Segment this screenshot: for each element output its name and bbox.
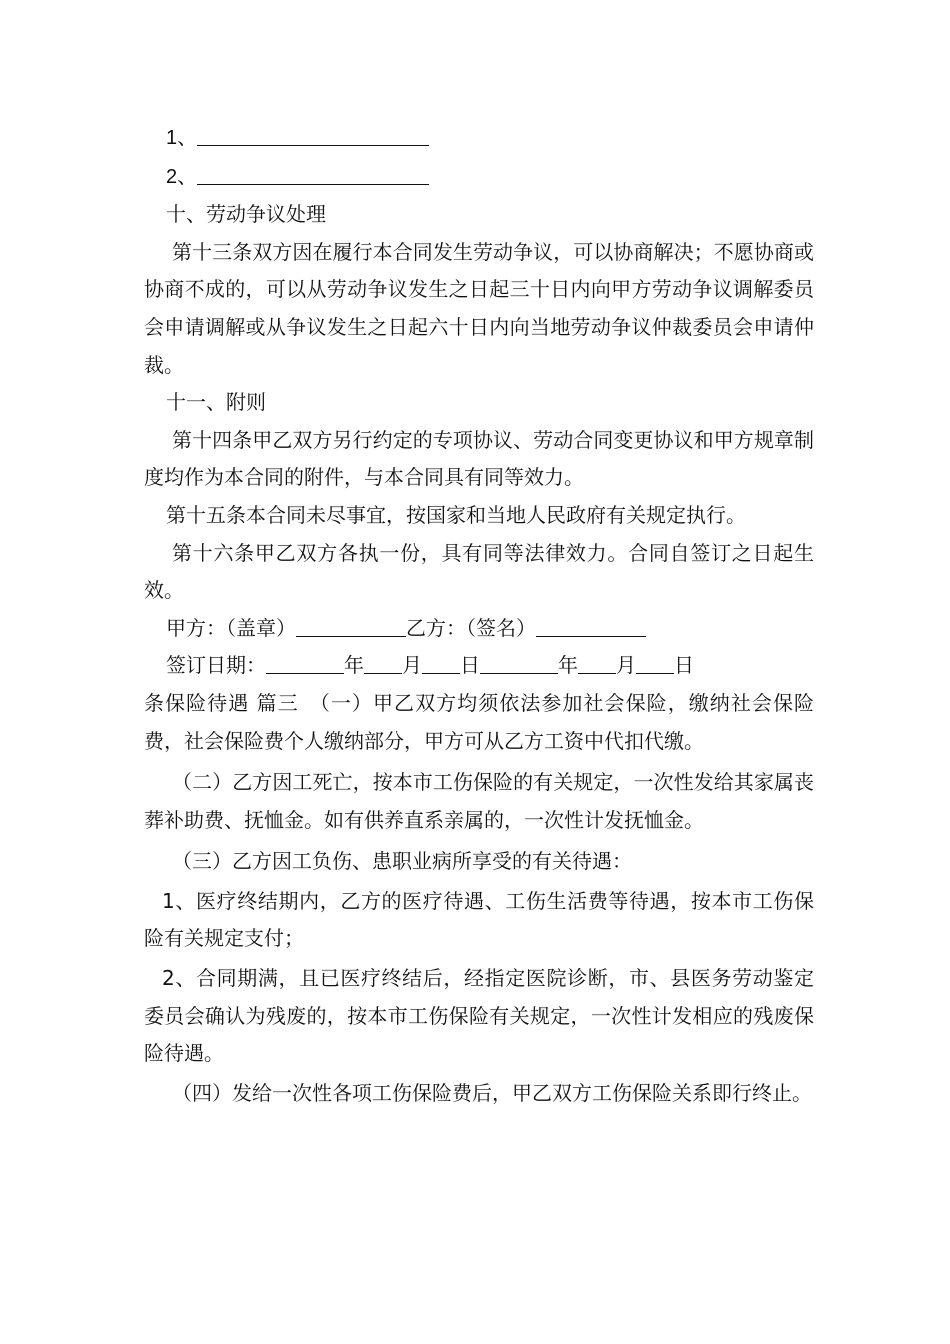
fill-in-blank[interactable] <box>197 123 429 146</box>
party-b-label: 乙方：（签名） <box>406 615 536 640</box>
day-blank-2[interactable] <box>636 651 674 674</box>
month-blank[interactable] <box>364 651 402 674</box>
year-label-2: 年 <box>558 653 578 678</box>
day-label: 日 <box>460 653 480 678</box>
list-marker: 2、 <box>166 165 198 188</box>
section-heading-appendix: 十一、附则 <box>166 390 266 415</box>
list-item-1 <box>144 119 814 158</box>
month-label-2: 月 <box>616 653 636 678</box>
article-13: 第十三条双方因在履行本合同发生劳动争议，可以协商解决；不愿协商或协商不成的，可以从劳动争议发生之日起三十日内向甲方劳动争议调解委员会申请调解或从争议发生之日起六十日内向当地劳动争议仲裁委员会申请仲裁。 <box>144 239 814 377</box>
month-label: 月 <box>402 653 422 678</box>
article-15: 第十五条本合同未尽事宜，按国家和当地人民政府有关规定执行。 <box>166 502 746 527</box>
sign-date-line <box>144 647 814 685</box>
fill-in-blank[interactable] <box>197 162 429 185</box>
day-label-2: 日 <box>674 653 694 678</box>
insurance-item-3-2: 2、合同期满，且已医疗终结后，经指定医院诊断，市、县医务劳动鉴定委员会确认为残废的，按本市工伤保险有关规定，一次性计发相应的残废保险待遇。 <box>144 966 814 1066</box>
document-body <box>144 119 814 1112</box>
list-item-2 <box>144 158 814 197</box>
year-blank-2[interactable] <box>480 651 558 674</box>
year-blank[interactable] <box>266 651 344 674</box>
insurance-item-3-1: 1、医疗终结期内，乙方的医疗待遇、工伤生活费等待遇，按本市工伤保险有关规定支付； <box>144 888 814 951</box>
party-a-label: 甲方：（盖章） <box>166 615 296 640</box>
list-marker: 1、 <box>166 127 198 149</box>
party-b-blank[interactable] <box>536 614 646 637</box>
insurance-item-4: （四）发给一次性各项工伤保险费后，甲乙双方工伤保险关系即行终止。 <box>172 1080 812 1105</box>
year-label: 年 <box>344 653 364 678</box>
signature-line <box>144 610 814 648</box>
insurance-item-3: （三）乙方因工负伤、患职业病所享受的有关待遇： <box>172 849 632 874</box>
party-a-blank[interactable] <box>296 614 406 637</box>
article-16: 第十六条甲乙双方各执一份，具有同等法律效力。合同自签订之日起生效。 <box>144 540 814 603</box>
month-blank-2[interactable] <box>578 651 616 674</box>
sign-date-label: 签订日期： <box>166 653 266 678</box>
article-14: 第十四条甲乙双方另行约定的专项协议、劳动合同变更协议和甲方规章制度均作为本合同的附件，与本合同具有同等效力。 <box>144 427 814 490</box>
section-heading-dispute: 十、劳动争议处理 <box>166 202 326 227</box>
insurance-item-2: （二）乙方因工死亡，按本市工伤保险的有关规定，一次性发给其家属丧葬补助费、抚恤金。如有供养直系亲属的，一次性计发抚恤金。 <box>144 770 814 832</box>
day-blank[interactable] <box>422 651 460 674</box>
insurance-intro: 条保险待遇 篇三 （一）甲乙双方均须依法参加社会保险，缴纳社会保险费，社会保险费个人缴纳部分，甲方可从乙方工资中代扣代缴。 <box>144 690 814 753</box>
